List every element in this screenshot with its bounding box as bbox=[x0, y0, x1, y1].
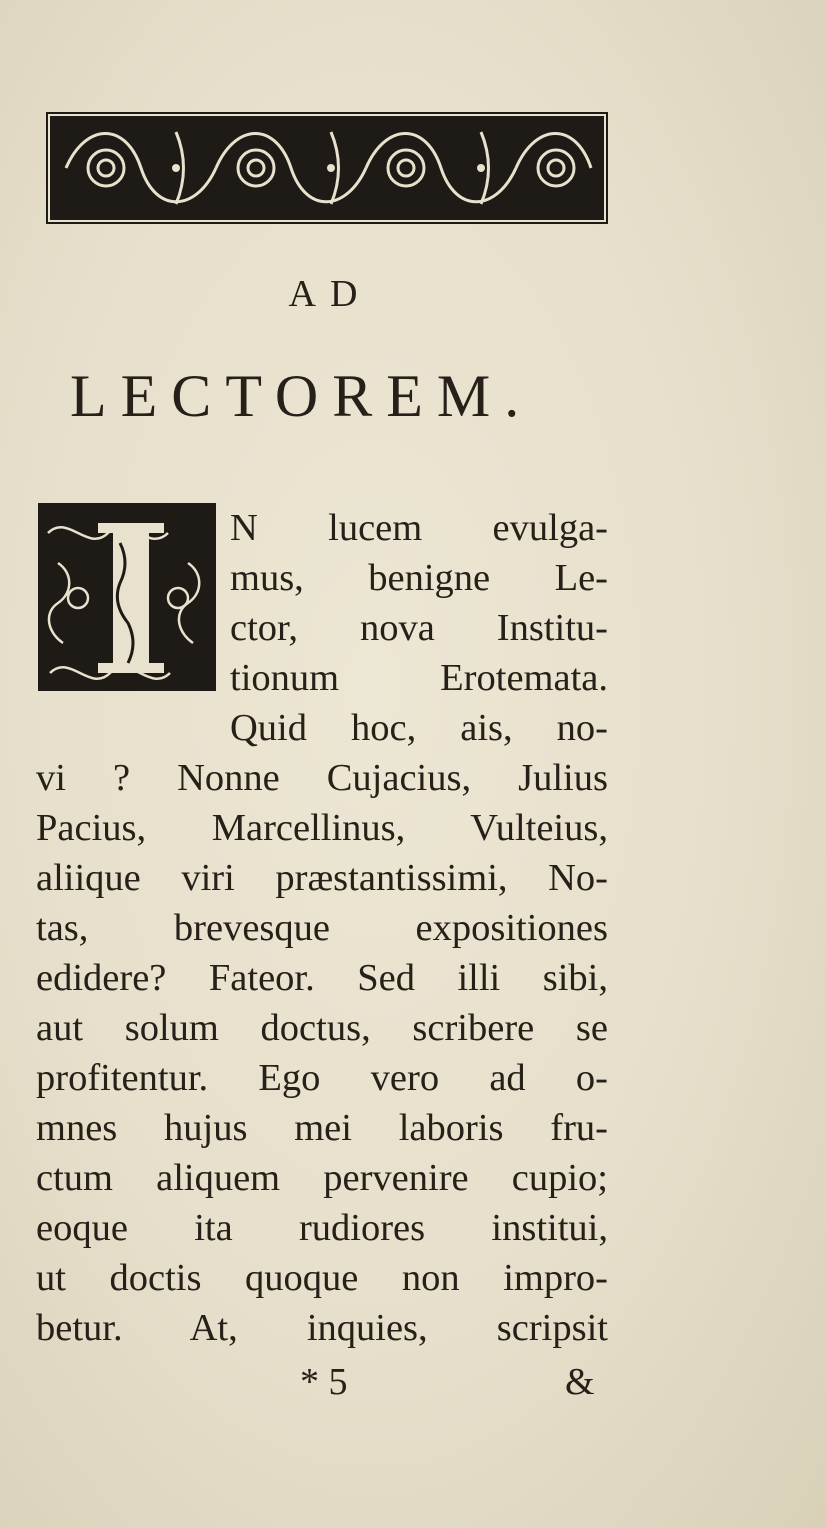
heading-ad: AD bbox=[288, 273, 372, 315]
catchword: & bbox=[565, 1361, 595, 1403]
text-line-9: tas, brevesque expositiones bbox=[36, 907, 608, 949]
text-line-7: Pacius, Marcellinus, Vulteius, bbox=[36, 807, 608, 849]
heading-lectorem: LECTOREM. bbox=[70, 363, 534, 429]
text-line-1: N lucem evulga- bbox=[230, 507, 608, 549]
text-line-12: profitentur. Ego vero ad o- bbox=[36, 1057, 608, 1099]
text-line-3: ctor, nova Institu- bbox=[230, 607, 608, 649]
dropcap-ornament bbox=[38, 503, 216, 691]
text-line-5: Quid hoc, ais, no- bbox=[230, 707, 608, 749]
headpiece-ornament bbox=[46, 112, 608, 224]
text-line-6: vi ? Nonne Cujacius, Julius bbox=[36, 757, 608, 799]
text-line-10: edidere? Fateor. Sed illi sibi, bbox=[36, 957, 608, 999]
text-line-11: aut solum doctus, scribere se bbox=[36, 1007, 608, 1049]
text-line-13: mnes hujus mei laboris fru- bbox=[36, 1107, 608, 1149]
signature-mark: * 5 bbox=[300, 1361, 348, 1403]
text-line-4: tionum Erotemata. bbox=[230, 657, 608, 699]
text-line-15: eoque ita rudiores institui, bbox=[36, 1207, 608, 1249]
text-line-17: betur. At, inquies, scripsit bbox=[36, 1307, 608, 1349]
text-line-8: aliique viri præstantissimi, No- bbox=[36, 857, 608, 899]
text-line-2: mus, benigne Le- bbox=[230, 557, 608, 599]
text-line-16: ut doctis quoque non impro- bbox=[36, 1257, 608, 1299]
text-line-14: ctum aliquem pervenire cupio; bbox=[36, 1157, 608, 1199]
